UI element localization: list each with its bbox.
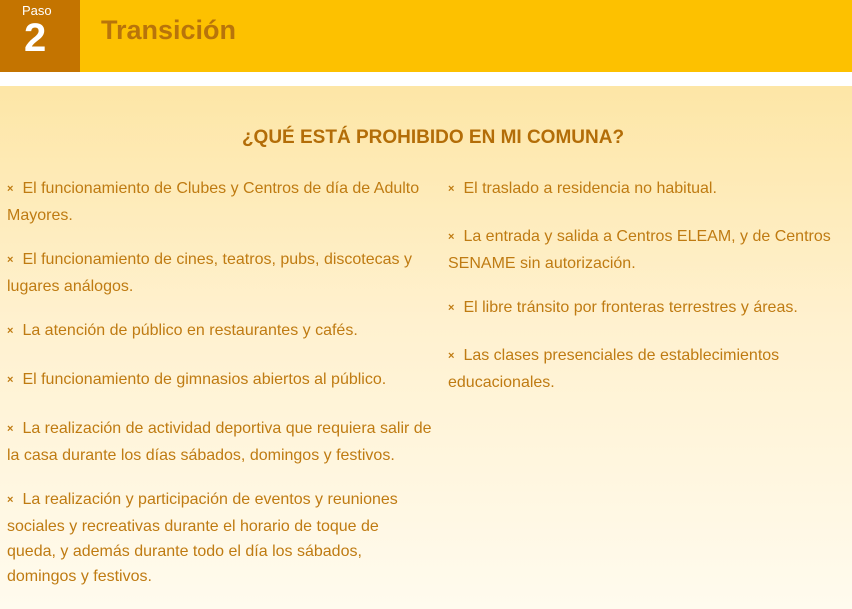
x-mark-icon: × [7, 423, 14, 435]
section-title: ¿QUÉ ESTÁ PROHIBIDO EN MI COMUNA? [241, 127, 625, 148]
left-column [7, 176, 432, 589]
step-header [0, 0, 852, 72]
list-item: × La entrada y salida a Centros ELEAM, y de Centros SENAME sin autorización. [448, 224, 846, 276]
list-item: × El funcionamiento de Clubes y Centros de día de Adulto Mayores. [7, 176, 432, 228]
list-item: × El traslado a residencia no habitual. [448, 176, 846, 203]
page-title: Transición [101, 15, 237, 45]
list-item: × La realización de actividad deportiva que requiera salir de la casa durante los días sábados, domingos y festivos. [7, 416, 432, 468]
step-badge [0, 0, 80, 72]
list-item: × La atención de público en restaurantes y cafés. [7, 318, 432, 345]
step-number: 2 [24, 16, 47, 60]
step-label: Paso [22, 3, 52, 18]
x-mark-icon: × [7, 374, 14, 386]
x-mark-icon: × [7, 325, 14, 337]
right-column [448, 176, 846, 395]
list-item: × El funcionamiento de gimnasios abiertos al público. [7, 367, 432, 394]
list-item: × El funcionamiento de cines, teatros, pubs, discotecas y lugares análogos. [7, 247, 432, 299]
prohibitions-panel [0, 86, 852, 609]
x-mark-icon: × [448, 302, 455, 314]
list-item: × Las clases presenciales de establecimientos educacionales. [448, 343, 846, 395]
list-item: × La realización y participación de eventos y reuniones sociales y recreativas durante el horario de toque de queda, y además durante todo el día los sábados, domingos y festivos. [7, 487, 432, 589]
x-mark-icon: × [448, 231, 455, 243]
x-mark-icon: × [7, 183, 14, 195]
x-mark-icon: × [448, 183, 455, 195]
x-mark-icon: × [7, 494, 14, 506]
list-item: × El libre tránsito por fronteras terrestres y áreas. [448, 295, 846, 322]
x-mark-icon: × [448, 350, 455, 362]
x-mark-icon: × [7, 254, 14, 266]
